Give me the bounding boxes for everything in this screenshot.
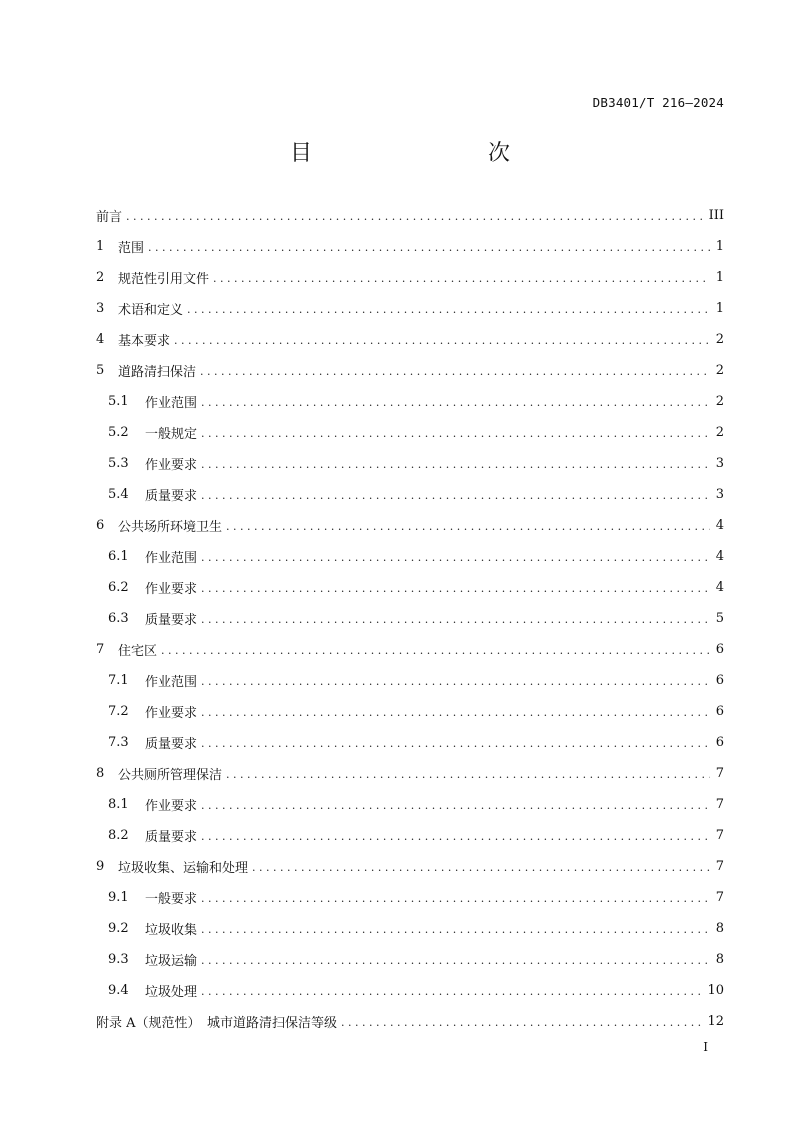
- toc-dot-leader: [201, 830, 710, 843]
- toc-entry-label: 规范性引用文件: [118, 272, 210, 287]
- toc-entry[interactable]: [96, 913, 724, 944]
- toc-entry[interactable]: [96, 727, 724, 758]
- toc-entry-label: 作业要求: [145, 706, 198, 721]
- toc-entry-page: III: [708, 208, 724, 223]
- toc-entry-label: 基本要求: [118, 334, 171, 349]
- toc-entry-page: 4: [715, 549, 724, 564]
- toc-entry[interactable]: [96, 634, 724, 665]
- toc-entry[interactable]: [96, 975, 724, 1006]
- toc-dot-leader: [201, 675, 710, 688]
- toc-entry[interactable]: [96, 758, 724, 789]
- toc-entry-label: 作业范围: [145, 675, 198, 690]
- toc-dot-leader: [201, 923, 710, 936]
- toc-entry-label: 道路清扫保洁: [118, 365, 197, 380]
- toc-entry-number: 5.3: [108, 456, 129, 471]
- toc-entry-label: 作业范围: [145, 396, 198, 411]
- toc-entry-number: 9.4: [108, 983, 129, 998]
- toc-entry[interactable]: [96, 820, 724, 851]
- toc-entry[interactable]: [96, 355, 724, 386]
- toc-dot-leader: [187, 303, 710, 316]
- toc-entry-number: 3: [96, 301, 105, 316]
- toc-dot-leader: [201, 582, 710, 595]
- toc-dot-leader: [148, 241, 710, 254]
- toc-entry-page: 6: [715, 642, 724, 657]
- toc-entry[interactable]: [96, 479, 724, 510]
- toc-entry[interactable]: [96, 386, 724, 417]
- toc-dot-leader: [200, 365, 710, 378]
- toc-dot-leader: [201, 551, 710, 564]
- toc-entry-page: 2: [715, 332, 724, 347]
- toc-entry-number: 5.4: [108, 487, 129, 502]
- toc-entry-label: 质量要求: [145, 830, 198, 845]
- page-title: 目 次: [289, 141, 554, 166]
- toc-entry-number: 5.1: [108, 394, 129, 409]
- toc-entry-label: 垃圾收集、运输和处理: [118, 861, 249, 876]
- toc-entry-label: 作业范围: [145, 551, 198, 566]
- toc-entry[interactable]: [96, 944, 724, 975]
- toc-dot-leader: [213, 272, 710, 285]
- toc-dot-leader: [161, 644, 710, 657]
- footer-page-number: I: [703, 1040, 708, 1054]
- toc-entry-number: 9.1: [108, 890, 129, 905]
- toc-entry-label: 范围: [118, 241, 145, 256]
- toc-entry-label: 附录 A（规范性） 城市道路清扫保洁等级: [96, 1016, 338, 1031]
- toc-entry-number: 7.2: [108, 704, 129, 719]
- toc-entry[interactable]: [96, 417, 724, 448]
- toc-entry-label: 质量要求: [145, 737, 198, 752]
- toc-entry[interactable]: [96, 510, 724, 541]
- toc-entry-page: 7: [715, 859, 724, 874]
- toc-dot-leader: [201, 396, 710, 409]
- toc-entry-label: 作业要求: [145, 582, 198, 597]
- toc-entry[interactable]: [96, 231, 724, 262]
- toc-dot-leader: [201, 954, 710, 967]
- toc-entry-label: 术语和定义: [118, 303, 184, 318]
- toc-dot-leader: [201, 892, 710, 905]
- toc-entry[interactable]: [96, 324, 724, 355]
- toc-entry-number: 8.1: [108, 797, 129, 812]
- toc-entry-label: 住宅区: [118, 644, 158, 659]
- toc-entry-page: 3: [715, 487, 724, 502]
- toc-entry-number: 6.3: [108, 611, 129, 626]
- toc-entry-label: 垃圾收集: [145, 923, 198, 938]
- toc-entry-label: 公共场所环境卫生: [118, 520, 223, 535]
- toc-entry-number: 9.3: [108, 952, 129, 967]
- toc-dot-leader: [201, 489, 710, 502]
- toc-dot-leader: [201, 427, 710, 440]
- toc-entry-label: 一般规定: [145, 427, 198, 442]
- document-id: DB3401/T 216—2024: [592, 95, 724, 110]
- toc-entry-page: 7: [715, 828, 724, 843]
- toc-entry-page: 2: [715, 394, 724, 409]
- toc-entry-number: 9.2: [108, 921, 129, 936]
- toc-dot-leader: [201, 985, 703, 998]
- toc-entry-number: 7.3: [108, 735, 129, 750]
- toc-entry[interactable]: [96, 696, 724, 727]
- toc-entry[interactable]: [96, 448, 724, 479]
- toc-entry-page: 10: [707, 983, 724, 998]
- toc-entry[interactable]: [96, 1006, 724, 1037]
- toc-entry-label: 作业要求: [145, 799, 198, 814]
- toc-entry[interactable]: [96, 572, 724, 603]
- toc-entry[interactable]: [96, 665, 724, 696]
- toc-entry-number: 7.1: [108, 673, 129, 688]
- toc-dot-leader: [201, 737, 710, 750]
- toc-entry-label: 质量要求: [145, 489, 198, 504]
- toc-entry-page: 7: [715, 766, 724, 781]
- toc-entry-page: 1: [715, 239, 724, 254]
- toc-dot-leader: [201, 458, 710, 471]
- toc-entry-number: 6.1: [108, 549, 129, 564]
- toc-dot-leader: [201, 613, 710, 626]
- toc-entry[interactable]: [96, 789, 724, 820]
- toc-entry-number: 8: [96, 766, 105, 781]
- toc-entry[interactable]: [96, 541, 724, 572]
- toc-entry-label: 垃圾运输: [145, 954, 198, 969]
- toc-entry[interactable]: [96, 882, 724, 913]
- toc-entry-number: 5.2: [108, 425, 129, 440]
- toc-entry-page: 8: [715, 921, 724, 936]
- toc-entry[interactable]: [96, 851, 724, 882]
- toc-entry-number: 6.2: [108, 580, 129, 595]
- toc-entry[interactable]: [96, 293, 724, 324]
- toc-entry-label: 质量要求: [145, 613, 198, 628]
- toc-entry-page: 6: [715, 673, 724, 688]
- toc-entry-page: 7: [715, 797, 724, 812]
- toc-entry-number: 7: [96, 642, 105, 657]
- toc-entry-number: 8.2: [108, 828, 129, 843]
- toc-dot-leader: [201, 706, 710, 719]
- toc-entry[interactable]: [96, 262, 724, 293]
- toc-entry[interactable]: [96, 200, 724, 231]
- toc-dot-leader: [126, 210, 705, 223]
- toc-entry-label: 一般要求: [145, 892, 198, 907]
- toc-entry-page: 6: [715, 704, 724, 719]
- toc-dot-leader: [226, 768, 710, 781]
- toc-entry-label: 公共厕所管理保洁: [118, 768, 223, 783]
- toc-entry-number: 1: [96, 239, 105, 254]
- toc-entry-number: 9: [96, 859, 105, 874]
- toc-entry-page: 5: [715, 611, 724, 626]
- toc-entry-page: 3: [715, 456, 724, 471]
- toc-dot-leader: [252, 861, 710, 874]
- toc-entry-page: 12: [707, 1014, 724, 1029]
- toc-entry-page: 1: [715, 270, 724, 285]
- toc-entry-page: 6: [715, 735, 724, 750]
- toc-entry-label: 前言: [96, 210, 123, 225]
- toc-entry-page: 4: [715, 518, 724, 533]
- toc-entry-number: 2: [96, 270, 105, 285]
- toc-dot-leader: [226, 520, 710, 533]
- toc-dot-leader: [174, 334, 710, 347]
- table-of-contents: [96, 200, 724, 1037]
- toc-entry-page: 2: [715, 363, 724, 378]
- toc-dot-leader: [341, 1016, 703, 1029]
- toc-entry-number: 5: [96, 363, 105, 378]
- toc-entry-page: 8: [715, 952, 724, 967]
- toc-entry-page: 4: [715, 580, 724, 595]
- toc-entry-label: 垃圾处理: [145, 985, 198, 1000]
- toc-entry-page: 1: [715, 301, 724, 316]
- toc-entry[interactable]: [96, 603, 724, 634]
- toc-entry-page: 2: [715, 425, 724, 440]
- toc-entry-number: 6: [96, 518, 105, 533]
- toc-dot-leader: [201, 799, 710, 812]
- toc-entry-number: 4: [96, 332, 105, 347]
- toc-entry-label: 作业要求: [145, 458, 198, 473]
- toc-entry-page: 7: [715, 890, 724, 905]
